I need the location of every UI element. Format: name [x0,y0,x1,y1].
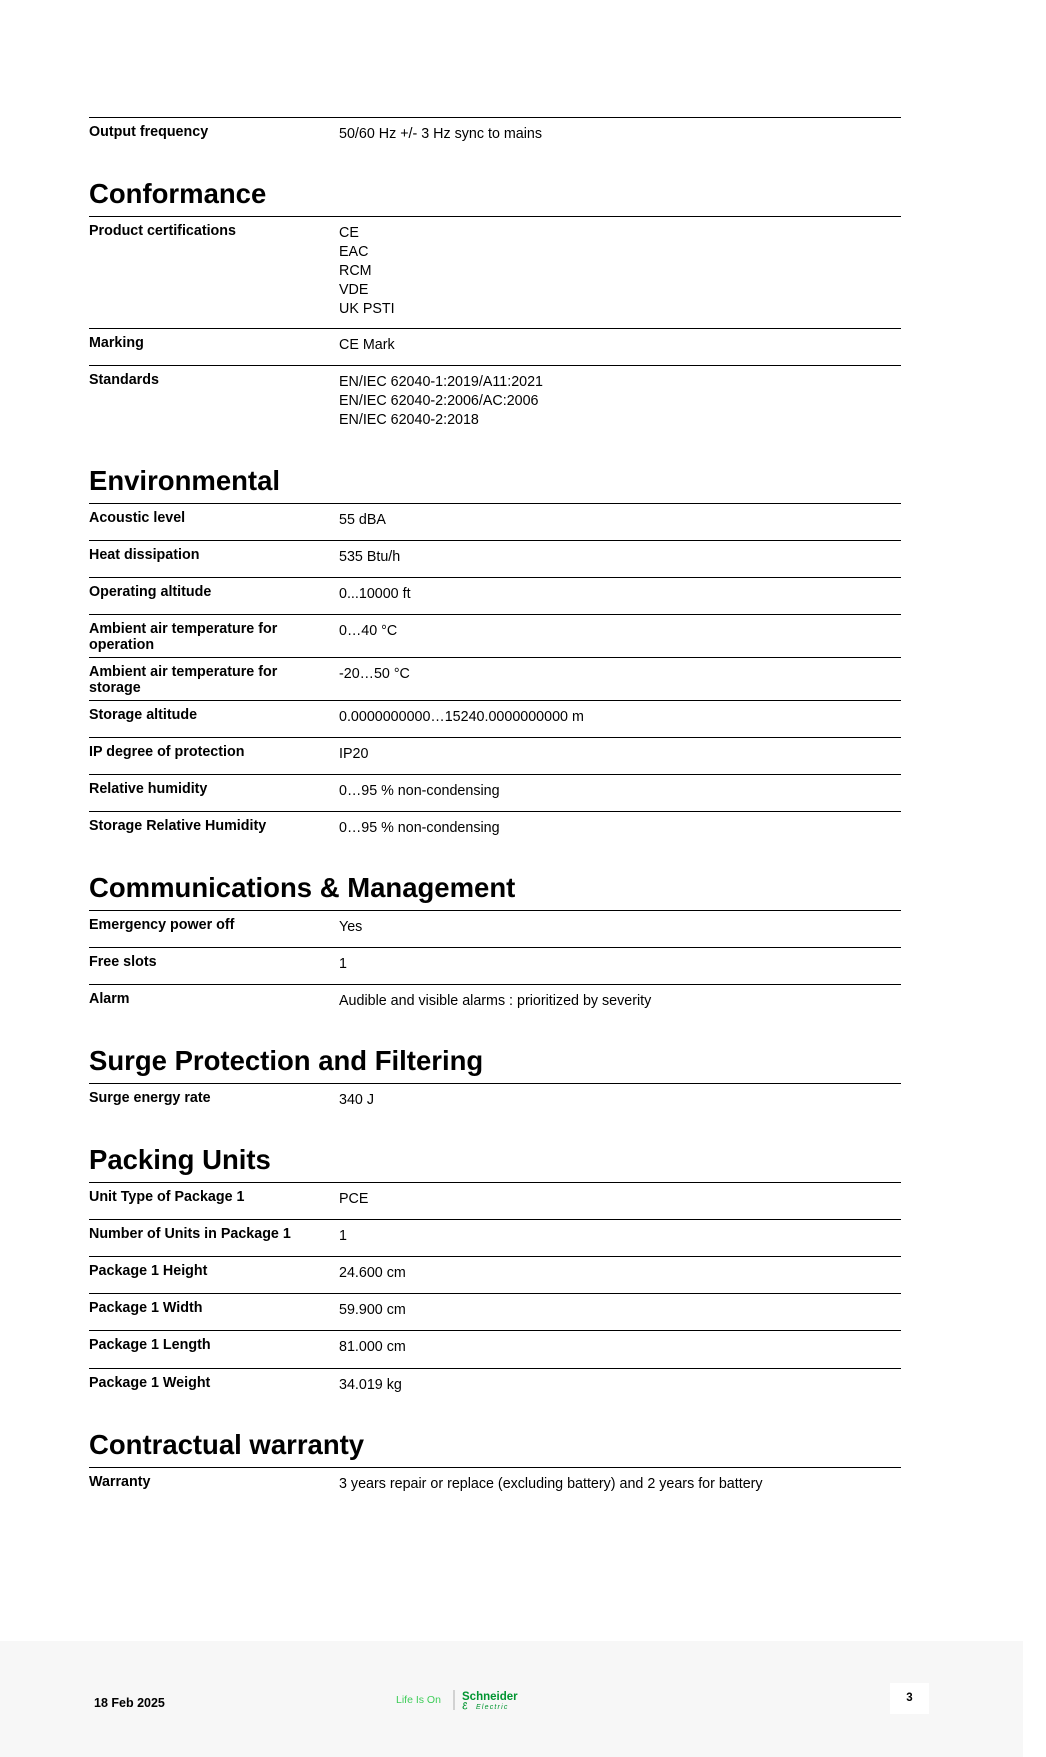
spec-row-heat-dissipation [89,540,901,578]
spec-row-operating-altitude [89,577,901,615]
spec-row-ambient-temp-storage [89,657,901,701]
spec-label: Relative humidity [89,781,208,797]
spec-value: 24.600 cm [339,1265,406,1281]
footer-date: 18 Feb 2025 [94,1696,165,1710]
spec-value: -20…50 °C [339,666,410,682]
spec-label: Marking [89,335,144,351]
spec-label: Unit Type of Package 1 [89,1189,245,1205]
spec-label: Package 1 Height [89,1263,208,1279]
spec-value: 3 years repair or replace (excluding battery) and 2 years for battery [339,1476,763,1492]
spec-row-product-certifications [89,216,901,329]
spec-label: Standards [89,372,159,388]
spec-label: Surge energy rate [89,1090,211,1106]
spec-label: Ambient air temperature for operation [89,621,278,653]
spec-value: CE Mark [339,337,395,353]
spec-row-ip-degree [89,737,901,775]
section-title-surge: Surge Protection and Filtering [89,1045,484,1076]
spec-label: Package 1 Weight [89,1375,211,1391]
spec-label: Package 1 Width [89,1300,203,1316]
spec-value: 0…40 °C [339,623,398,639]
spec-label: Storage Relative Humidity [89,818,267,834]
section-title-environmental: Environmental [89,465,281,496]
spec-value: PCE [339,1191,369,1207]
spec-value: EN/IEC 62040-1:2019/A11:2021 EN/IEC 62040-2:2006/AC:2006 EN/IEC 62040-2:2018 [339,374,544,428]
spec-value: 0.0000000000…15240.0000000000 m [339,709,584,725]
spec-row-free-slots [89,947,901,985]
spec-label: Operating altitude [89,584,212,600]
spec-value: 55 dBA [339,512,386,528]
spec-row-relative-humidity [89,774,901,812]
section-title-warranty: Contractual warranty [89,1429,365,1460]
spec-value: 1 [339,1228,347,1244]
spec-row-package-weight [89,1368,901,1406]
brand-sub-text: Electric [476,1704,509,1711]
spec-label: Acoustic level [89,510,186,526]
spec-label: Warranty [89,1474,151,1490]
spec-label: Free slots [89,954,157,970]
brand-e-glyph: ℰ [462,1701,468,1711]
spec-label: IP degree of protection [89,744,245,760]
spec-row-package-height [89,1256,901,1294]
spec-row-surge-energy-rate [89,1083,901,1121]
spec-label: Heat dissipation [89,547,200,563]
spec-value: 340 J [339,1092,374,1108]
spec-label: Number of Units in Package 1 [89,1226,291,1242]
section-title-conformance: Conformance [89,178,267,209]
spec-value: 0…95 % non-condensing [339,820,500,836]
spec-label: Output frequency [89,124,209,140]
spec-row-package-length [89,1330,901,1368]
spec-row-ambient-temp-operation [89,614,901,658]
spec-value: 0...10000 ft [339,586,411,602]
spec-row-marking [89,328,901,366]
spec-row-output-frequency [89,117,901,154]
section-title-packing: Packing Units [89,1144,271,1175]
page-number: 3 [890,1683,929,1714]
spec-value: 1 [339,956,347,972]
spec-row-standards [89,365,901,441]
spec-label: Alarm [89,991,130,1007]
section-title-communications: Communications & Management [89,872,516,903]
spec-value: 0…95 % non-condensing [339,783,500,799]
spec-row-number-of-units [89,1219,901,1257]
spec-label: Ambient air temperature for storage [89,664,278,696]
page-footer [0,1641,1023,1757]
spec-value: 50/60 Hz +/- 3 Hz sync to mains [339,126,543,142]
life-is-on-text: Life Is On [396,1694,441,1706]
spec-row-alarm [89,984,901,1022]
spec-row-storage-relative-humidity [89,811,901,849]
spec-value: 34.019 kg [339,1377,402,1393]
spec-row-acoustic-level [89,503,901,541]
spec-value: Yes [339,919,363,935]
spec-row-emergency-power-off [89,910,901,948]
spec-value: 81.000 cm [339,1339,406,1355]
spec-label: Storage altitude [89,707,198,723]
spec-label: Emergency power off [89,917,235,933]
spec-row-package-width [89,1293,901,1331]
spec-row-storage-altitude [89,700,901,738]
spec-value: CE EAC RCM VDE UK PSTI [339,225,395,317]
brand-name-text: Schneider [462,1691,518,1703]
spec-value: 59.900 cm [339,1302,406,1318]
spec-value: 535 Btu/h [339,549,401,565]
spec-label: Package 1 Length [89,1337,211,1353]
spec-row-warranty [89,1467,901,1505]
spec-row-unit-type [89,1182,901,1220]
schneider-electric-logo [396,1688,541,1712]
spec-value: Audible and visible alarms : prioritized by severity [339,993,652,1009]
spec-label: Product certifications [89,223,236,239]
spec-value: IP20 [339,746,369,762]
